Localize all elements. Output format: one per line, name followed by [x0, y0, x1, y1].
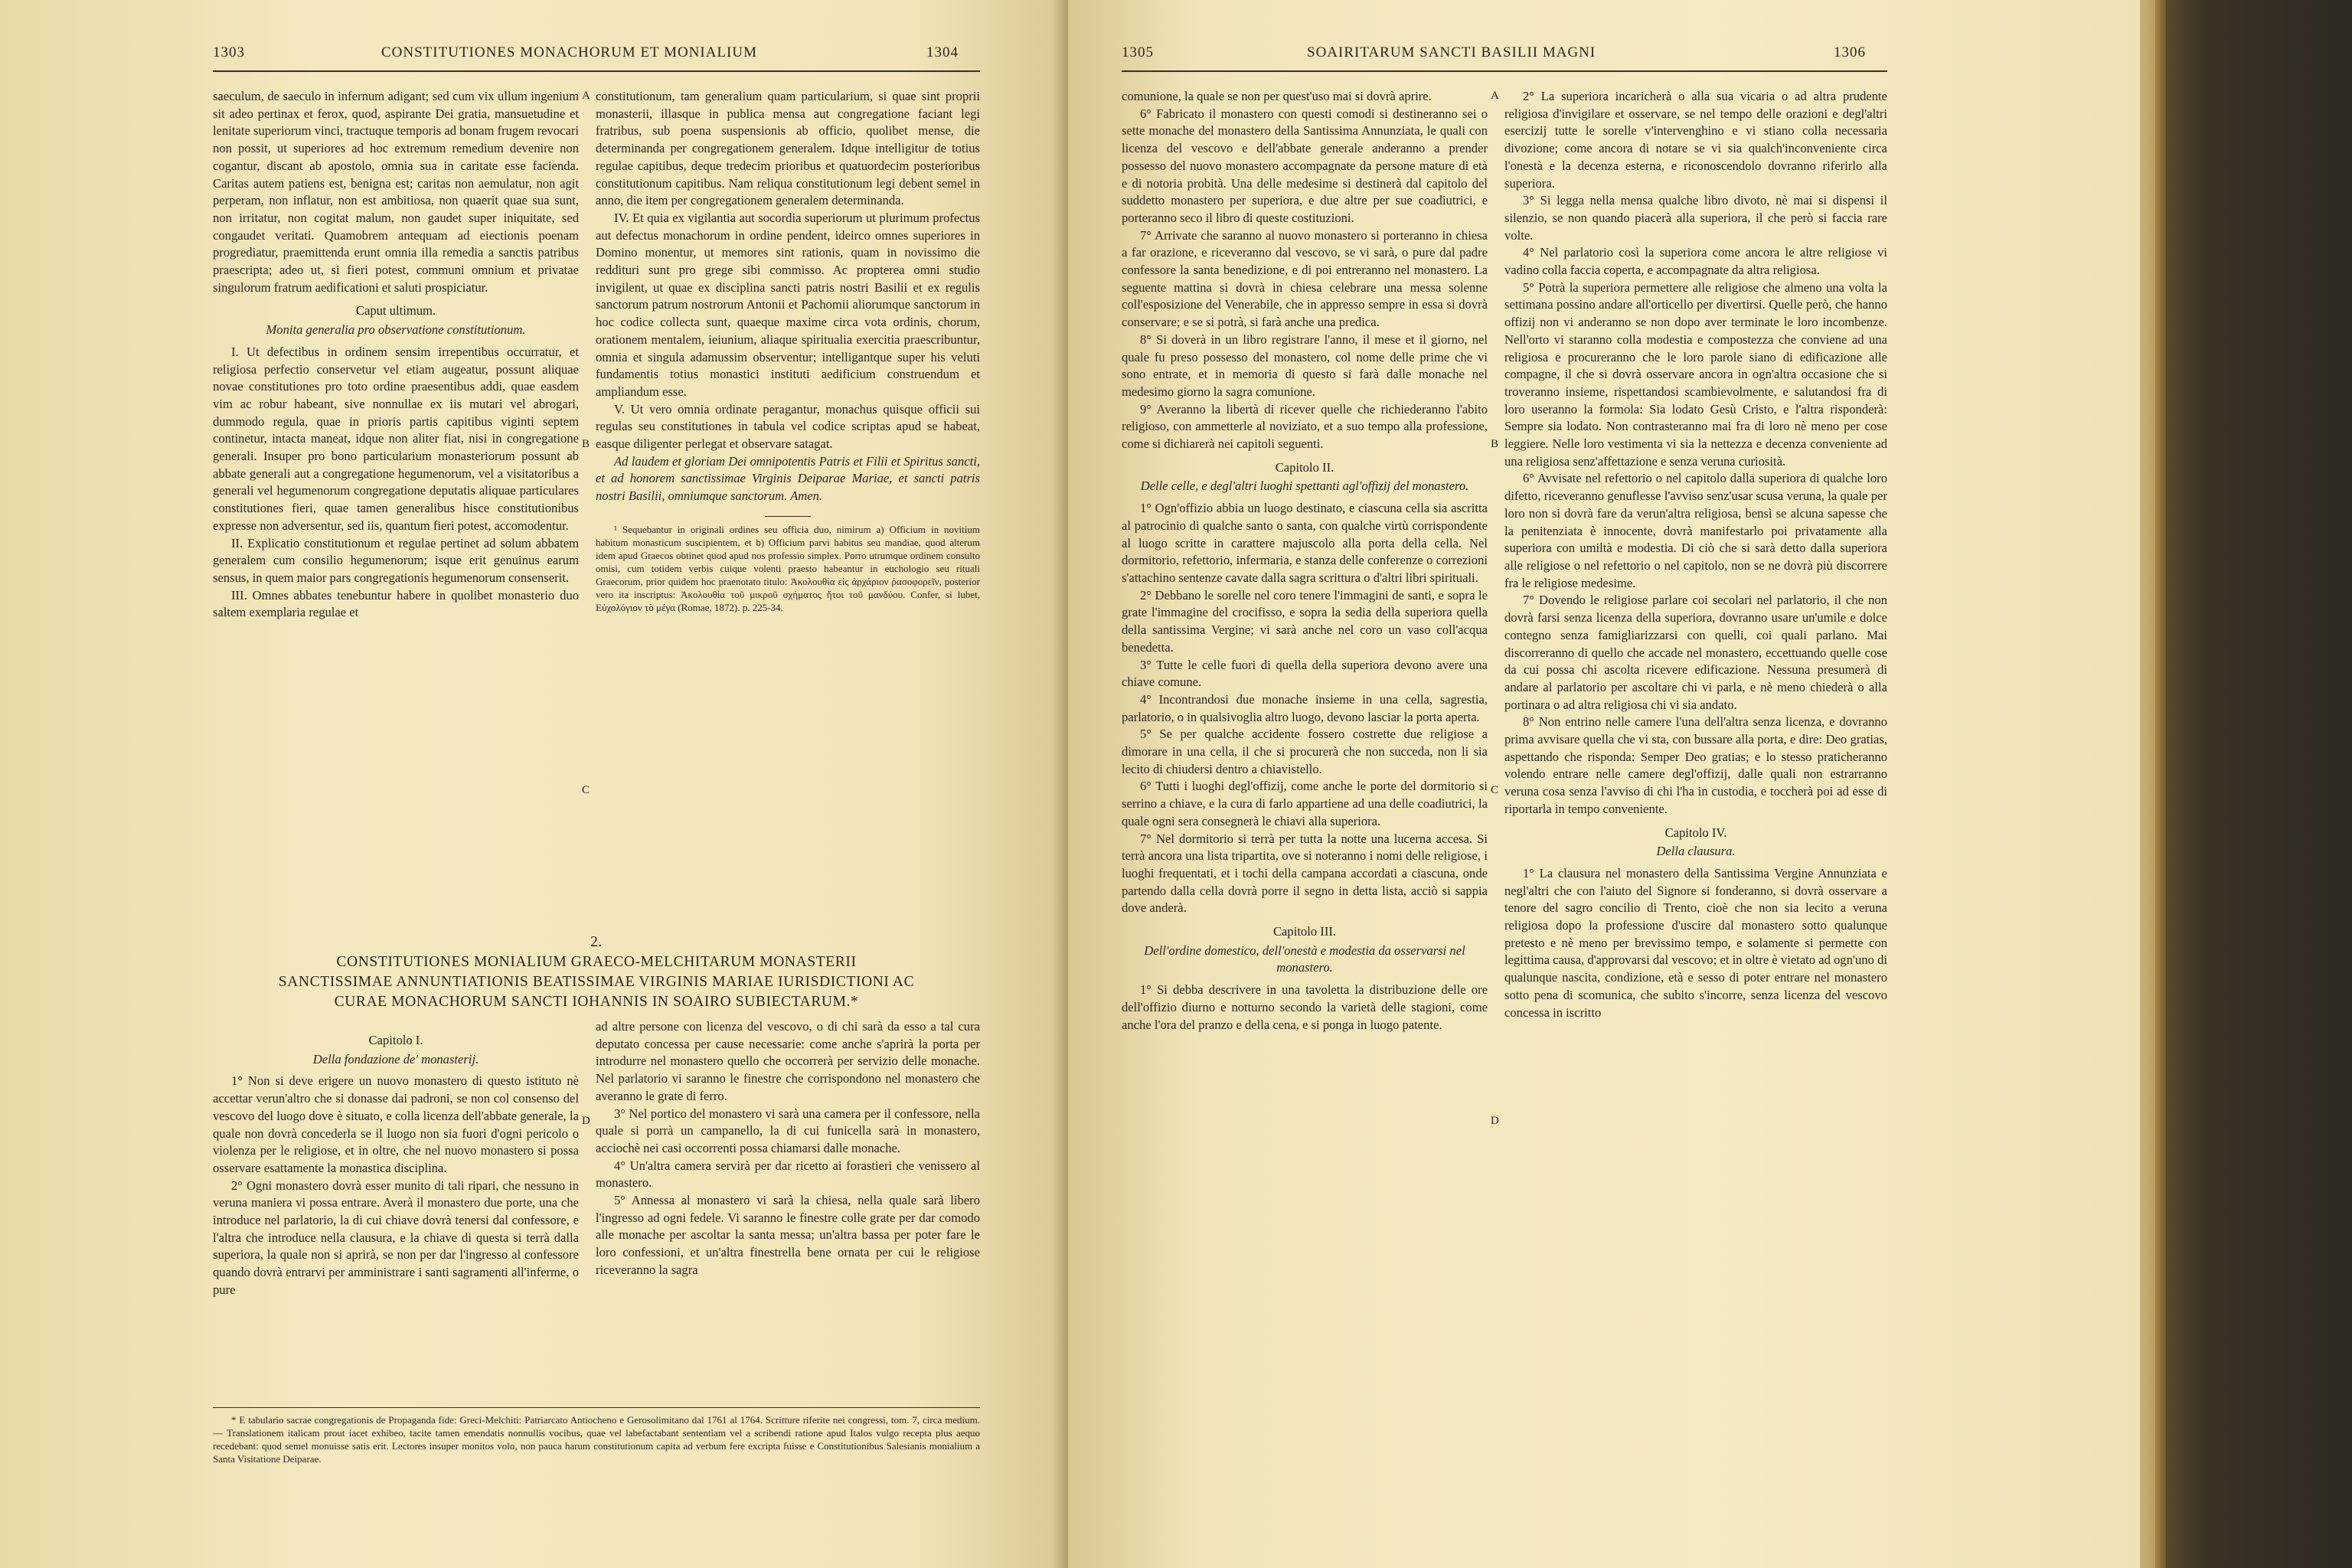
- paragraph: 8° Si doverà in un libro registrare l'anno, il mese et il giorno, nel quale fu preso possesso del monastero, col nome delle prime che vi sono entrate, et in memoria di questo si farà dalle monache nel medesimo giorno la sagra comunione.: [1122, 332, 1488, 399]
- chapter-heading: Capitolo III.: [1272, 924, 1337, 939]
- text-column: [213, 1026, 579, 1299]
- chapter-subtitle: Dell'ordine domestico, dell'onestà e modestia da osservarsi nel monastero.: [1144, 942, 1465, 975]
- margin-letter: A: [1491, 90, 1499, 102]
- paragraph: IV. Et quia ex vigilantia aut socordia superiorum ut plurimum profectus aut defectus monachorum in ordine pendent, ideirco omnes superiores in Domino monentur, ut memores sint rationis, quam in novissimo die reddituri sunt pro grege sibi commisso. Ac propterea omni studio invigilent, ut quae ex disciplina sancti patris nostri Basilii et ex regulis sanctorum patrum nostrorum Antonii et Pachomii aliorumque sanctorum in hoc codice collecta sunt, quaeque maxime circa vota ordinis, chorum, orationem mentalem, ieiunium, aliaque spiritualia exercitia praescribuntur, omnia et singula adamussim observentur; intelligantque super his veluti fundamentis totius monastici instituti aedificium construendum et ampliandum esse.: [596, 210, 980, 399]
- paragraph: 6° Tutti i luoghi degl'offizij, come anche le porte del dormitorio si serrino a chiave, e la cura di farlo appartiene ad una delle coadiutrici, la quale ogni sera consegnerà le chiavi alla superiora.: [1122, 779, 1488, 828]
- paragraph: 5° Potrà la superiora permettere alle religiose che almeno una volta la settimana possino andare all'orticello per divertirsi. Quelle però, che hanno offizij non vi anderanno se non dopo aver terminate le loro incombenze. Nell'orto vi staranno colla modestia e compostezza che conviene ad una religiosa e procureranno che le loro parole siano di edificazione alle compagne, il che si dovrà osservare ancora in ogn'altra occasione che si troveranno insieme, rispettandosi scambievolmente, e salutandosi fra di loro useranno la formola: Sia lodato Gesù Cristo, e l'altra risponderà: Sempre sia lodato. Non contrasteranno mai fra di loro nè meno per cose leggiere. Nelle loro vestimenta vi sia la nettezza e decenza conveniente ad una religiosa senz'affettazione e senza veruna curiosità.: [1504, 279, 1887, 469]
- paragraph: 4° Incontrandosi due monache insieme in una cella, sagrestia, parlatorio, o in qualsivoglia altro luogo, devono lasciar la porta aperta.: [1122, 691, 1488, 724]
- running-title: CONSTITUTIONES MONACHORUM ET MONIALIUM: [381, 44, 758, 60]
- section-title-line: CONSTITUTIONES MONIALIUM GRAECO-MELCHITARUM MONASTERII: [336, 954, 857, 970]
- footnote-rule: [213, 1407, 980, 1408]
- paragraph: I. Ut defectibus in ordinem sensim irrepentibus occurratur, et religiosa perfectio conservetur vel etiam augeatur, possunt aliquae novae constitutiones pro toto ordine praesentibus addi, quae easdem vim ac robur habeant, sive nonnullae ex iis mutari vel abrogari, dummodo regula, quae in prioris partis capitibus viginti septem continetur, intacta maneat, idque non aliter fiat, nisi in congregatione generali. Insuper pro bono particularium monasteriorum possunt ab abbate generali aut a congregatione hegumenorum, vel a visitatoribus a generali vel hegumenorum congregatione deputatis aliquae particulares constitutiones fieri, quae tamen generalibus hisce constitutionibus expresse non adversentur, sed iis, quantum fieri potest, accomodentur.: [213, 344, 579, 533]
- paragraph: 8° Non entrino nelle camere l'una dell'altra senza licenza, e dovranno prima avvisare quella che vi sta, con bussare alla porta, e dire: Deo gratias, aspettando che risponda: Semper Deo gratias; e lo stesso praticheranno volendo entrare nelle camere degl'offizij, dalle quali non estrarranno veruna cosa senza l'avviso di chi l'ha in custodia, e toccherà poi ad esse di riportarla in tempo conveniente.: [1504, 714, 1887, 816]
- paragraph: comunione, la quale se non per quest'uso mai si dovrà aprire.: [1122, 89, 1432, 103]
- chapter-heading: Caput ultimum.: [355, 303, 436, 318]
- paragraph: 6° Avvisate nel refettorio o nel capitolo dalla superiora di qualche loro difetto, riceveranno genuflesse l'avviso senz'usar scusa veruna, la quale per loro non si dovrà fare da verun'altra religiosa, bensì se alcuna sapesse che la penitenziata è innocente, dovrà manifestarlo poi privatamente alla superiora con umiltà e modestia. Di ciò che si sarà detto dalla superiora alle religiose o nel refettorio o nel capitolo, non se ne dovrà più discorrere fra le religiose medesime.: [1504, 471, 1887, 590]
- paragraph: 1° La clausura nel monastero della Santissima Vergine Annunziata e negl'altri che con l'aiuto del Signore si fonderanno, si dovrà osservare a tenore del sagro concilio di Trento, cioè che non sia lecito a veruna religiosa dopo la professione d'uscire dal monastero sotto qualunque pretesto e nè meno per brevissimo tempo, e solamente si permette con legittima causa, d'approvarsi dal vescovo; et in oltre è vietato ad ogn'uno di qualunque nascita, condizione, età e sesso di poter entrare nel monastero sotto pena di scomunica, che subito s'incorre, senza licenza del vescovo concessa in iscritto: [1504, 865, 1887, 1020]
- footnote-rule: [765, 516, 811, 517]
- paragraph: 6° Fabricato il monastero con questi comodi si destineranno sei o sette monache del monastero della Santissima Annunziata, le quali con licenza del vescovo e dell'abbate generale anderanno a prender possesso del nuovo monastero accompagnate da persone mature di età e di notoria probità. Una delle medesime si destinerà dal capitolo del suddetto monastero per superiora, e due altre per sue coadiutrici, e porteranno seco il libro di queste costituzioni.: [1122, 106, 1488, 225]
- paragraph: 2° Debbano le sorelle nel coro tenere l'immagini de santi, e sopra le grate l'immagine del crocifisso, e sopra la sedia della superiora quella della santissima Vergine; vi sarà anche nel coro un vaso coll'acqua benedetta.: [1122, 587, 1488, 655]
- paragraph: 2° Ogni monastero dovrà esser munito di tali ripari, che nessuno in veruna maniera vi possa entrare. Averà il monastero due porte, una che introduce nel parlatorio, la di cui chiave dovrà tenersi dal confessore, e l'altra che introduce nella clausura, e la chiave di questa si terrà dalla superiora, la quale non si aprirà, se non per dar l'ingresso al confessore quando dovrà entrarvi per amministrare i santi sagramenti all'inferme, o pure: [213, 1178, 579, 1297]
- paragraph: 1° Non si deve erigere un nuovo monastero di questo istituto nè accettar verun'altro che si donasse dai padroni, se non col consenso del vescovo del luogo dove è situato, e colla licenza dell'abbate generale, la quale non dovrà concederla se il luogo non sia fuori d'ogni pericolo o violenza per le religiose, et in oltre, che nel nuovo monastero si possa osservare esattamente la monastica disciplina.: [213, 1073, 579, 1175]
- paragraph: 1° Si debba descrivere in una tavoletta la distribuzione delle ore dell'offizio diurno e notturno secondo la varietà delle stagioni, come anche l'ora del pranzo e della cena, e si ponga in luogo patente.: [1122, 982, 1488, 1032]
- section-title-line: SANCTISSIMAE ANNUNTIATIONIS BEATISSIMAE VIRGINIS MARIAE IURISDICTIONI AC: [278, 974, 915, 990]
- spine-strip: [2155, 0, 2166, 1568]
- margin-letter: D: [1491, 1115, 1499, 1127]
- text-column: [1504, 88, 1887, 1021]
- paragraph: 7° Dovendo le religiose parlare coi secolari nel parlatorio, il che non dovrà farsi senza licenza della superiora, dovranno usare un'umile e dolce contegno senza famigliarizzarsi con quelli, coi quali parlano. Mai discorreranno di quello che accade nel monastero, eccettuando quelle cose da cui possa chi ascolta ricevere edificazione. Nessuna presumerà di andare al parlatorio per ascoltare chi vi parla, e nè meno chiederà o alla portinara o ad altra religiosa chi vi sia andato.: [1504, 593, 1887, 712]
- section-number: 2.: [590, 934, 603, 950]
- text-column: [596, 88, 980, 614]
- chapter-subtitle: Delle celle, e degl'altri luoghi spettanti agl'offizij del monastero.: [1140, 479, 1469, 494]
- page-number: 1305: [1122, 44, 1154, 60]
- left-page: [0, 0, 1068, 1568]
- text-column: [1122, 88, 1488, 1034]
- paragraph: 7° Nel dormitorio si terrà per tutta la notte una lucerna accesa. Si terrà ancora una lista tripartita, ove si noteranno i nomi delle religiose, i luoghi frequentati, et i tochi della campana accordati a ciascuna, onde partendo dalla cella dovrà porre il segno in detta lista, acciò si sappia dove anderà.: [1122, 831, 1488, 916]
- paragraph: 5° Se per qualche accidente fossero costrette due religiose a dimorare in una cella, il che si procurerà che non succeda, non li sia lecito di chiudersi dentro a chiavistello.: [1122, 727, 1488, 776]
- margin-letter: B: [1491, 438, 1499, 450]
- paragraph: 4° Un'altra camera servirà per dar ricetto ai forastieri che venissero al monastero.: [596, 1158, 980, 1191]
- chapter-subtitle: Della clausura.: [1656, 844, 1736, 859]
- book-edge: [2140, 0, 2352, 1568]
- closing-doxology: Ad laudem et gloriam Dei omnipotentis Patris et Filii et Spiritus sancti, et ad honorem sanctissimae Virginis Deiparae Mariae, et sancti patris nostri Basilii, omniumque sanctorum. Amen.: [596, 453, 980, 504]
- footnote: ¹ Sequebantur in originali ordines seu officia duo, nimirum a) Officium in novitium habitum monasticum suscipientem, et b) Officium parvi habitus seu mandiae, quod alterum idem apud Graecos obtinet quod apud nos professio simplex. Porro utrumque ordinem consulto omisi, cum totidem verbis cuique volenti praesto habeantur in euchologio seu rituali Graecorum, prior quidem hoc praenotato titulo: Ἀκολουθία εἰς ἀρχάριον ῥασοφορεῖν, posterior vero ita inscriptus: Ἀκολουθία τοῦ μικροῦ σχήματος ἤτοι τοῦ μανδύου. Confer, si lubet, Εὐχολόγιον τὸ μέγα (Romae, 1872). p. 225-34.: [596, 523, 980, 613]
- text-column: [596, 1018, 980, 1279]
- section-title-line: CURAE MONACHORUM SANCTI IOHANNIS IN SOAIRO SUBIECTARUM.*: [334, 994, 859, 1010]
- paragraph: 9° Averanno la libertà di ricever quelle che richiederanno l'abito religioso, con ammetterle al noviziato, et a suo tempo alla professione, come si dichiarerà nei capitoli seguenti.: [1122, 401, 1488, 452]
- paragraph: 3° Si legga nella mensa qualche libro divoto, nè mai si dispensi il silenzio, se non quando piacerà alla superiora, il che però si faccia rare volte.: [1504, 193, 1887, 243]
- margin-letter: C: [582, 784, 590, 796]
- chapter-heading: Capitolo II.: [1275, 459, 1334, 475]
- page-number: 1304: [926, 44, 959, 60]
- header-rule: [213, 70, 980, 72]
- paragraph: 2° La superiora incaricherà o alla sua vicaria o ad altra prudente religiosa d'invigilare et osservare, se nel tempo delle orazioni e degl'altri esercizij tutte le sorelle v'intervenghino e vi stiano colla necessaria divozione; come ancora di notare se vi sia qualch'inconveniente circa l'onestà e la decenza esterna, e riconoscendolo dovranno riferirlo alla superiora.: [1504, 89, 1887, 191]
- paragraph: III. Omnes abbates tenebuntur habere in quolibet monasterio duo saltem exemplaria regulae et: [213, 587, 579, 620]
- paragraph: 1° Ogn'offizio abbia un luogo destinato, e ciascuna cella sia ascritta al patrocinio di qualche santo o santa, con qualche virtù corrispondente al luogo scritte in carattere majuscolo alla porta della cella. Nel dormitorio, refettorio, infermaria, e stanza delle conferenze o correzioni s'attachino sentenze cavate dalla sagra scrittura o d'altri libri spirituali.: [1122, 501, 1488, 585]
- section-heading: [213, 933, 980, 1012]
- footnote-text: * E tabulario sacrae congregationis de Propaganda fide: Greci-Melchiti: Patriarcato Antiocheno e Gerosolimitano dal 1761 al 1764. Scritture riferite nei congressi, tom. 7, circa medium. — Translationem italicam prout iacet exhibeo, tacite tamen emendatis nonnullis vocibus, quae vel labefactabant sententiam vel a scribendi ratione apud Italos vulgo recepta plus aequo recedebant: quod semel monuisse satis erit. Lectores insuper monitos volo, non pauca harum constitutionum capita ad verbum fere excripta fuisse e Constitutionibus Salesianis monialium a Santa Visitatione Deiparae.: [213, 1414, 980, 1465]
- paragraph: constitutionum, tam generalium quam particularium, si quae sint proprii monasterii, illasque in publica mensa aut congregatione faciant legi fratribus, sub poena suspensionis ab officio, quolibet mense, die determinanda per congregationem generalem. Idque intelligitur de totius regulae capitibus, deque tredecim prioribus et quatuordecim posterioribus constitutionum capitibus. Nam reliqua constitutionum legi debent semel in anno, die item per congregationem generalem determinanda.: [596, 89, 980, 208]
- chapter-heading: Capitolo IV.: [1664, 825, 1727, 840]
- chapter-subtitle: Monita generalia pro observatione constitutionum.: [266, 322, 526, 338]
- margin-letter: D: [582, 1115, 590, 1127]
- text-column: [213, 88, 579, 622]
- chapter-subtitle: Della fondazione de' monasterij.: [312, 1051, 479, 1067]
- paragraph: V. Ut vero omnia ordinate peragantur, monachus quisque officii sui regulas seu constitutiones in tabula vel codice scriptas apud se habeat, easque diligenter perlegat et observare satagat.: [596, 401, 980, 452]
- paragraph: 3° Nel portico del monastero vi sarà una camera per il confessore, nella quale si porrà un campanello, la di cui funicella sarà in monastero, acciochè nei casi occorrenti possa chiamarsi dalle monache.: [596, 1106, 980, 1155]
- running-title: SOAIRITARUM SANCTI BASILII MAGNI: [1307, 44, 1596, 60]
- paragraph: 5° Annessa al monastero vi sarà la chiesa, nella quale sarà libero l'ingresso ad ogni fedele. Vi saranno le finestre colle grate per dar comodo alle monache per ascoltar la santa messa; un'altra bassa per poter fare le loro confessioni, et un'altra finestrella bene ornata per cui le religiose riceveranno la sagra: [596, 1193, 980, 1277]
- right-page: [1068, 0, 2140, 1568]
- paragraph: II. Explicatio constitutionum et regulae pertinet ad solum abbatem generalem cum consilio hegumenorum; isque erit genuinus earum sensus, in quem maior pars congregationis hegumenorum consenserit.: [213, 535, 579, 585]
- paragraph: 7° Arrivate che saranno al nuovo monastero si porteranno in chiesa a far orazione, e riceveranno dal vescovo, se vi sarà, o pure dal padre confessore la santa benedizione, e di poi entreranno nel monastero. La seguente mattina si dovrà in chiesa celebrare una messa solenne coll'esposizione del Venerabile, che in appresso sempre in essa si dovrà conservare; e se si potrà, si farà anche una predica.: [1122, 227, 1488, 330]
- paragraph: 3° Tutte le celle fuori di quella della superiora devono avere una chiave comune.: [1122, 657, 1488, 690]
- margin-letter: C: [1491, 784, 1499, 796]
- page-number: 1306: [1834, 44, 1866, 60]
- footnote: [213, 1413, 980, 1465]
- chapter-heading: Capitolo I.: [368, 1033, 423, 1047]
- page-number: 1303: [213, 44, 245, 60]
- paragraph: saeculum, de saeculo in infernum adigant; sed cum vix ullum ingenium sit adeo pertinax et ferox, quod, aspirante Dei gratia, mansuetudine et lenitate superiorum vinci, tractuque temporis ad bonam frugem revocari non possit, ut superiores ad hoc extremum remedium devenire non cogantur, discant ab apostolo, omnia sua in caritate esse facienda. Caritas autem patiens est, benigna est; caritas non aemulatur, non agit perperam, non inflatur, non est ambitiosa, non quaerit quae sua sunt, non irritatur, non cogitat malum, non gaudet super iniquitate, sed congaudet veritati. Quamobrem antequam ad eiectionis poenam progrediatur, praemittenda erunt omnia illa remedia a sanctis patribus praescripta; adeo ut, si fieri potest, communi omnium et privatae singulorum fratrum aedificationi et saluti prospiciatur.: [213, 89, 579, 295]
- paragraph: ad altre persone con licenza del vescovo, o di chi sarà da esso a tal cura deputato concessa per cause necessarie: come anche s'aprirà la porta per introdurre nel monastero quello che occorrerà per servizio delle monache. Nel parlatorio vi saranno le finestre che corrispondono nel monastero che averanno le grate di ferro.: [596, 1019, 980, 1103]
- margin-letter: A: [582, 90, 590, 102]
- margin-letter: B: [582, 438, 590, 450]
- paragraph: 4° Nel parlatorio così la superiora come ancora le altre religiose vi vadino colla faccia coperta, e accompagnate da altra religiosa.: [1504, 245, 1887, 278]
- header-rule: [1122, 70, 1887, 72]
